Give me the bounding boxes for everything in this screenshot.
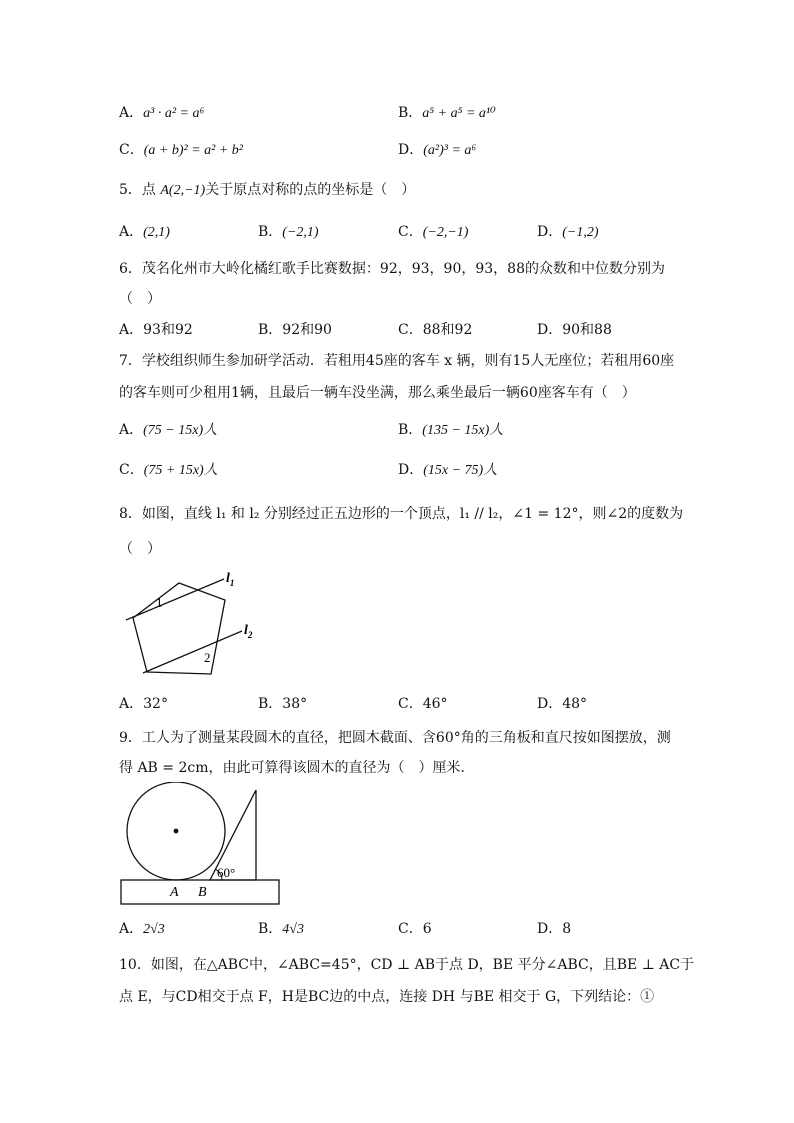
option-expr: (15x − 75)人 bbox=[423, 463, 498, 478]
point-a-label: A bbox=[170, 885, 179, 900]
q5-option-a[interactable] bbox=[119, 222, 170, 243]
option-expr: a⁵ + a⁵ = a¹⁰ bbox=[422, 106, 496, 121]
option-expr: (135 − 15x)人 bbox=[422, 423, 504, 438]
option-label: D． bbox=[537, 322, 563, 338]
option-label: B． bbox=[398, 422, 423, 438]
q7-stem-line2: 的客车则可少租用1辆，且最后一辆车没坐满，那么乘坐最后一辆60座客车有（ ） bbox=[119, 385, 636, 401]
option-expr: 6 bbox=[422, 921, 432, 937]
option-label: A． bbox=[119, 105, 144, 121]
angle-1-label: 1 bbox=[156, 595, 163, 610]
q8-pentagon-figure bbox=[120, 566, 270, 686]
option-expr: 48° bbox=[562, 696, 588, 712]
option-label: B． bbox=[258, 921, 283, 937]
option-label: D． bbox=[398, 462, 424, 478]
q8-option-c[interactable] bbox=[398, 694, 448, 714]
q7-stem-line1: 7．学校组织师生参加研学活动．若租用45座的客车 x 辆，则有15人无座位；若租用60座 bbox=[119, 353, 675, 369]
circle-center bbox=[174, 829, 179, 834]
q8-option-d[interactable] bbox=[537, 694, 587, 714]
option-expr: (75 − 15x)人 bbox=[143, 423, 218, 438]
option-label: A． bbox=[119, 224, 144, 240]
q6-option-b[interactable] bbox=[258, 320, 332, 340]
option-label: C． bbox=[398, 322, 423, 338]
option-expr: (−1,2) bbox=[562, 225, 599, 240]
q8-stem-line1: 8．如图，直线 l₁ 和 l₂ 分别经过正五边形的一个顶点，l₁ // l₂，∠1 = 12°，则∠2的度数为 bbox=[119, 506, 684, 522]
q9-stem-line1: 9．工人为了测量某段圆木的直径，把圆木截面、含60°角的三角板和直尺按如图摆放，测 bbox=[119, 730, 671, 746]
option-expr: 90和88 bbox=[562, 322, 612, 338]
q5-option-d[interactable] bbox=[537, 222, 599, 243]
option-label: B． bbox=[258, 696, 283, 712]
q5-option-c[interactable] bbox=[398, 222, 468, 243]
option-label: D． bbox=[537, 921, 563, 937]
option-label: D． bbox=[537, 696, 563, 712]
q5-stem-prefix: 5．点 bbox=[119, 182, 156, 198]
q6-stem-line1: 6．茂名化州市大岭化橘红歌手比赛数据：92，93，90，93，88的众数和中位数分别为 bbox=[119, 261, 665, 277]
option-expr: 88和92 bbox=[422, 322, 473, 338]
q9-option-d[interactable] bbox=[537, 919, 571, 939]
option-expr: 4√3 bbox=[282, 922, 304, 937]
option-label: C． bbox=[398, 224, 423, 240]
option-expr: 38° bbox=[282, 696, 308, 712]
q7-option-c[interactable] bbox=[119, 460, 218, 481]
q4-option-b[interactable] bbox=[398, 103, 496, 124]
option-expr: 92和90 bbox=[282, 322, 332, 338]
q8-stem-line2: （ ） bbox=[119, 541, 161, 557]
q4-option-a[interactable] bbox=[119, 103, 204, 124]
q10-stem-line2: 点 E，与CD相交于点 F，H是BC边的中点，连接 DH 与BE 相交于 G，下列结论：① bbox=[119, 989, 655, 1005]
q6-option-a[interactable] bbox=[119, 320, 193, 340]
option-label: C． bbox=[119, 462, 144, 478]
option-expr: 2√3 bbox=[143, 922, 165, 937]
option-expr: 32° bbox=[143, 696, 168, 712]
option-label: D． bbox=[398, 142, 424, 158]
q7-option-d[interactable] bbox=[398, 460, 497, 481]
point-b-label: B bbox=[198, 885, 207, 900]
line-l2 bbox=[143, 631, 242, 673]
q5-option-b[interactable] bbox=[258, 222, 319, 243]
q9-option-b[interactable] bbox=[258, 919, 304, 940]
q9-log-figure bbox=[118, 782, 283, 908]
regular-pentagon bbox=[133, 583, 225, 674]
q6-option-d[interactable] bbox=[537, 320, 612, 340]
l1-label: $l_1$ bbox=[226, 571, 235, 588]
q6-stem-line2: （ ） bbox=[119, 291, 161, 307]
l2-label: $l_2$ bbox=[244, 623, 253, 640]
q7-option-b[interactable] bbox=[398, 420, 503, 441]
angle-2-label: 2 bbox=[204, 650, 211, 665]
q5-point: A(2,−1) bbox=[160, 183, 206, 198]
option-expr: (−2,1) bbox=[282, 225, 319, 240]
option-label: B． bbox=[258, 322, 283, 338]
option-label: A． bbox=[119, 696, 144, 712]
q8-option-a[interactable] bbox=[119, 694, 168, 714]
option-expr: 93和92 bbox=[143, 322, 193, 338]
option-expr: a³ · a² = a⁶ bbox=[143, 106, 205, 121]
q10-stem-line1: 10．如图，在△ABC中，∠ABC=45°，CD ⊥ AB于点 D，BE 平分∠ABC，且BE ⊥ AC于 bbox=[119, 957, 695, 973]
q8-option-b[interactable] bbox=[258, 694, 307, 714]
q4-option-c[interactable] bbox=[119, 140, 243, 161]
option-expr: (75 + 15x)人 bbox=[143, 463, 218, 478]
line-l1 bbox=[126, 579, 224, 620]
q4-option-d[interactable] bbox=[398, 140, 476, 161]
option-label: A． bbox=[119, 322, 144, 338]
option-label: A． bbox=[119, 422, 144, 438]
q7-option-a[interactable] bbox=[119, 420, 217, 441]
option-expr: (a + b)² = a² + b² bbox=[143, 143, 243, 158]
option-label: B． bbox=[398, 105, 423, 121]
q6-option-c[interactable] bbox=[398, 320, 472, 340]
option-label: C． bbox=[398, 696, 423, 712]
option-expr: 8 bbox=[562, 921, 572, 937]
q9-option-a[interactable] bbox=[119, 919, 165, 940]
option-label: D． bbox=[537, 224, 563, 240]
q9-option-c[interactable] bbox=[398, 919, 432, 939]
q5-stem-suffix: 关于原点对称的点的坐标是（ ） bbox=[205, 182, 416, 198]
option-expr: (a²)³ = a⁶ bbox=[423, 143, 477, 158]
q9-stem-line2: 得 AB = 2cm，由此可算得该圆木的直径为（ ）厘米． bbox=[119, 760, 475, 776]
option-label: B． bbox=[258, 224, 283, 240]
q5-stem bbox=[119, 180, 415, 201]
angle-60-label: 60° bbox=[217, 865, 236, 880]
option-label: A． bbox=[119, 921, 144, 937]
option-label: C． bbox=[119, 142, 144, 158]
option-label: C． bbox=[398, 921, 423, 937]
option-expr: 46° bbox=[422, 696, 448, 712]
option-expr: (−2,−1) bbox=[422, 225, 469, 240]
option-expr: (2,1) bbox=[143, 225, 170, 240]
